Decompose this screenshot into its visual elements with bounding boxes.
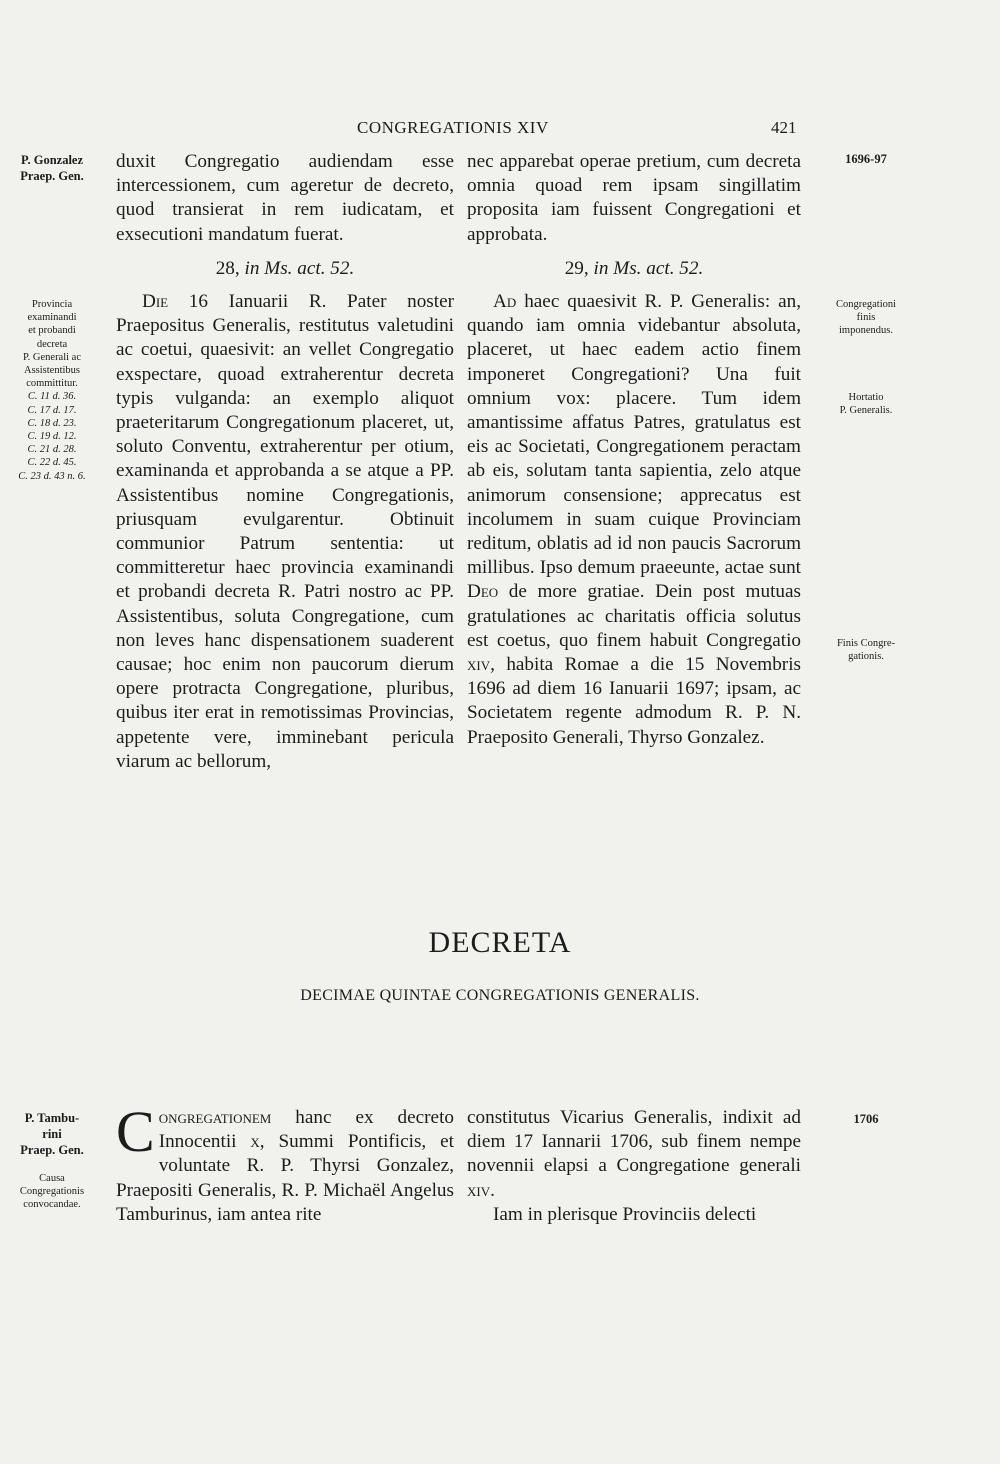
- paragraph: Iam in plerisque Provinciis delecti: [493, 1203, 757, 1225]
- column-left-upper: [116, 150, 454, 774]
- margin-ref: C. 11 d. 36.: [27, 391, 77, 403]
- margin-line: P. Tambu-: [24, 1111, 80, 1125]
- section-reference: [467, 257, 801, 281]
- ref-text: in Ms. act. 52.: [588, 257, 704, 279]
- margin-ref: C. 23 d. 43 n. 6.: [18, 470, 86, 482]
- page-number: 421: [771, 118, 797, 137]
- paragraph-text: .: [490, 1179, 495, 1201]
- small-caps-word: Deo: [467, 581, 499, 603]
- margin-years: [818, 153, 914, 166]
- paragraph: duxit Congregatio audiendam esse intercessionem, cum ageretur de decreto, quod transierat in rem iudicatam, et exsecutioni mandatum fuerat.: [116, 151, 454, 245]
- margin-note-hortatio: [818, 391, 914, 417]
- ref-number: 29,: [564, 257, 589, 279]
- section-subtitle: DECIMAE QUINTAE CONGREGATIONIS GENERALIS.: [300, 987, 700, 1004]
- margin-line: Provincia: [31, 299, 73, 310]
- section-title: DECRETA: [428, 926, 572, 959]
- lead-word: ongregationem: [158, 1107, 272, 1128]
- margin-year-text: 1706: [853, 1112, 879, 1126]
- column-right-upper: [467, 150, 801, 750]
- margin-line: et probandi: [28, 325, 76, 337]
- paragraph-text: haec quaesivit R. P. Generalis: an, quando iam omnia videbantur absoluta, placeret, ut haec eadem actio finem imponeret Congregationi? Una fuit omnium vox: placere. Tum idem amantissime affatus Patres, gratulatus est eis ac Societati, Congregationem peractam ab eis, solutam tanta sapientia, zelo atque animorum consensione; apprecatus est incolumem in suam cuique Provinciam reditum, oblatis ad id non paucis Sacrorum millibus. Ipso demum praeeunte, actae sunt: [467, 291, 801, 579]
- drop-cap: C: [116, 1099, 155, 1164]
- paragraph-text: constitutus Vicarius Generalis, indixit ad diem 17 Iannarii 1706, sub finem nempe novennii elapsi a Congregatione generali: [467, 1107, 801, 1177]
- small-caps-numeral: xiv: [467, 654, 491, 676]
- margin-line: convocandae.: [23, 1199, 81, 1211]
- margin-line: Assistentibus: [23, 365, 80, 377]
- paragraph: nec apparebat operae pretium, cum decreta omnia quoad rem ipsam singillatim proposita iam fuissent Congregationi et approbata.: [467, 151, 801, 245]
- paragraph: [467, 290, 801, 750]
- margin-new-superior: [6, 1110, 98, 1158]
- margin-note-finis-congregationis: [818, 637, 914, 663]
- margin-note-causa: [6, 1172, 98, 1212]
- paragraph-text: , habita Romae a die 15 Novembris 1696 ad diem 16 Ianuarii 1697; ipsam, ac Societatem regente admodum R. P. N. Praeposito Generali, Thyrso Gonzalez.: [467, 654, 801, 748]
- margin-line: gationis.: [848, 651, 884, 663]
- margin-line: P. Gonzalez: [20, 153, 84, 167]
- margin-line: decreta: [36, 338, 68, 350]
- margin-line: imponendus.: [839, 325, 893, 337]
- section-reference: [116, 257, 454, 281]
- ref-number: 28,: [215, 257, 240, 279]
- paragraph: [116, 1099, 454, 1227]
- margin-line: Praep. Gen.: [20, 1143, 84, 1157]
- margin-year-1706: [818, 1113, 914, 1126]
- margin-line: finis: [856, 312, 876, 324]
- margin-line: Congregationis: [19, 1186, 85, 1198]
- margin-line: P. Generalis.: [839, 405, 893, 417]
- margin-line: examinandi: [27, 312, 77, 324]
- margin-line: committitur.: [26, 378, 78, 390]
- margin-years-text: 1696-97: [845, 152, 887, 166]
- margin-ref: C. 21 d. 28.: [27, 444, 77, 456]
- column-left-lower: [116, 1099, 454, 1227]
- paragraph: [116, 290, 454, 774]
- paragraph: [467, 1106, 801, 1203]
- lead-word: Ad: [493, 291, 517, 313]
- margin-prev-superior: [6, 152, 98, 184]
- paragraph-text: , Summi Pontificis, et voluntate R. P. Thyrsi Gonzalez, Praepositi Generalis, R. P. Michaël Angelus Tamburinus, iam antea rite: [116, 1131, 454, 1225]
- margin-line: Praep. Gen.: [20, 169, 84, 183]
- margin-line: rini: [42, 1127, 62, 1141]
- small-caps-numeral: xiv: [467, 1179, 491, 1201]
- margin-note-finis: [818, 298, 914, 338]
- margin-line: P. Generali ac: [22, 351, 82, 363]
- lead-word: Die: [142, 291, 169, 313]
- margin-ref: C. 17 d. 17.: [27, 404, 77, 416]
- paragraph-text: de more gratiae. Dein post mutuas gratulationes ac charitatis officia solutus est coetus, quo finem habuit Congregatio: [467, 581, 801, 651]
- paragraph-text: hanc ex decreto Innocentii: [158, 1107, 454, 1153]
- margin-ref: C. 22 d. 45.: [27, 457, 77, 469]
- page-header: [0, 118, 1000, 142]
- margin-ref: C. 19 d. 12.: [27, 431, 77, 443]
- margin-ref: C. 18 d. 23.: [27, 417, 77, 429]
- paragraph-text: 16 Ianuarii R. Pater noster Praepositus Generalis, restitutus valetudini ac coetui, quaesivit: an vellet Congregatio exspectare, quoad extraherentur decreta typis vulganda: an exemplo aliquot praeteritarum Congregationum placeret, ut, soluto Conventu, extraherentur per otium, examinanda et approbanda a se atque a PP. Assistentibus nomine Congregationis, priusquam evulgarentur. Obtinuit communior Patrum sententia: ut committeretur haec provincia examinandi et probandi decreta R. Patri nostro ac PP. Assistentibus, soluta Congregatione, cum non leves hanc dispensationem suaderent causae; hoc enim non paucorum dierum opere protracta Congregatione, pluribus, quibus iter erat in remotissimas Provincias, appetente vere, imminebant pericula viarum ac bellorum,: [116, 291, 454, 772]
- column-right-lower: [467, 1106, 801, 1227]
- ref-text: in Ms. act. 52.: [239, 257, 355, 279]
- small-caps-numeral: x: [250, 1131, 260, 1153]
- margin-line: Finis Congre-: [836, 638, 896, 649]
- running-title: CONGREGATIONIS XIV: [357, 118, 549, 137]
- margin-line: Causa: [39, 1173, 65, 1184]
- margin-line: Hortatio: [848, 392, 884, 403]
- margin-line: Congregationi: [835, 299, 897, 310]
- margin-note-provincia: [6, 298, 98, 483]
